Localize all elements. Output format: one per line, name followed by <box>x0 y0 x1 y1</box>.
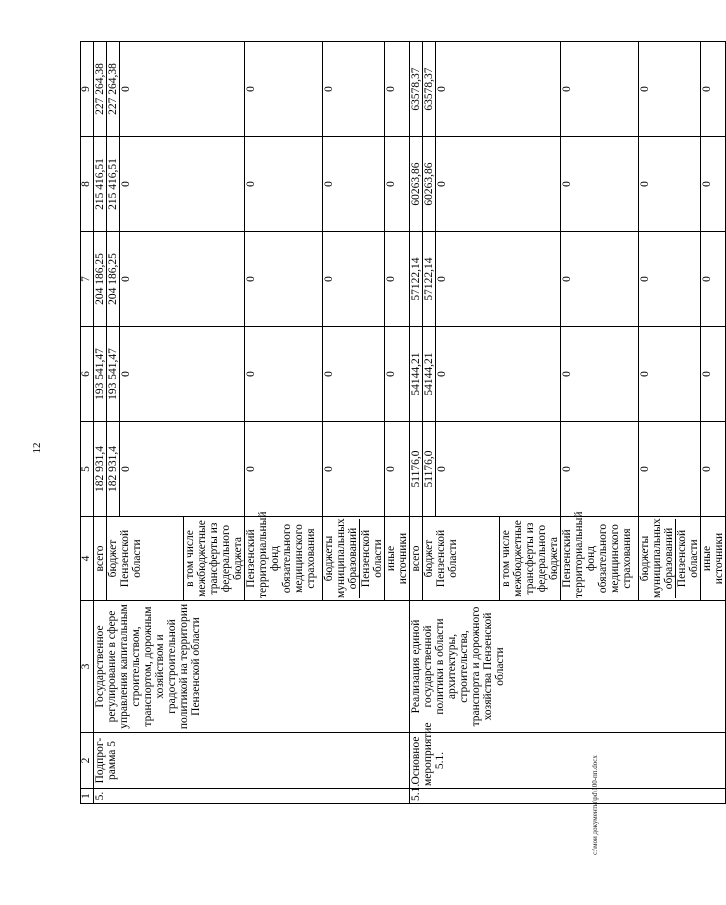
value-cell: 63578,37 <box>423 42 436 137</box>
source-label: Пензенский территориальный фонд обязательного медицинского страхования <box>561 517 639 601</box>
value-cell: 0 <box>701 327 726 422</box>
value-cell: 51176,0 <box>423 422 436 517</box>
value-cell: 0 <box>561 42 639 137</box>
value-cell: 0 <box>561 422 639 517</box>
header-cell: 9 <box>81 42 94 137</box>
source-label <box>639 517 701 601</box>
value-cell: 0 <box>120 137 245 232</box>
value-cell: 0 <box>323 232 385 327</box>
value-cell: 0 <box>436 42 561 137</box>
value-cell: 0 <box>639 327 701 422</box>
table-row <box>94 42 107 804</box>
value-cell: 0 <box>639 232 701 327</box>
source-label-line: бюджеты муниципальных образований <box>639 518 675 598</box>
source-label <box>423 517 500 601</box>
value-cell: 57122,14 <box>410 232 423 327</box>
source-label-line: бюджет <box>107 539 119 578</box>
program-title: Реализация единой государственной политики в области архитектуры, строительства, транспорта и дорожного хозяйства Пензенской области <box>410 601 726 733</box>
source-label-line: бюджет <box>423 539 435 578</box>
value-cell: 0 <box>245 42 323 137</box>
header-cell: 5 <box>81 422 94 517</box>
value-cell: 0 <box>120 422 245 517</box>
source-label: всего <box>410 517 423 601</box>
page-number: 12 <box>31 442 43 454</box>
value-cell: 54144,21 <box>410 327 423 422</box>
value-cell: 0 <box>120 42 245 137</box>
row-number: 5. <box>94 789 410 804</box>
value-cell: 193 541,47 <box>94 327 107 422</box>
value-cell: 215 416,51 <box>107 137 120 232</box>
source-label: иные источники <box>701 517 726 601</box>
value-cell: 182 931,4 <box>94 422 107 517</box>
value-cell: 0 <box>639 42 701 137</box>
value-cell: 0 <box>639 422 701 517</box>
header-cell: 3 <box>81 601 94 733</box>
value-cell: 0 <box>120 232 245 327</box>
program-code: Основное мероприятие 5.1. <box>410 733 726 789</box>
value-cell: 0 <box>385 422 410 517</box>
header-cell: 2 <box>81 733 94 789</box>
source-label: иные источники <box>385 517 410 601</box>
table-row <box>410 42 423 804</box>
value-cell: 0 <box>701 137 726 232</box>
value-cell: 0 <box>436 232 561 327</box>
value-cell: 0 <box>323 137 385 232</box>
header-row <box>81 42 94 804</box>
value-cell: 0 <box>701 42 726 137</box>
source-label-line: Пензенской области <box>359 519 384 598</box>
value-cell: 0 <box>436 422 561 517</box>
value-cell: 0 <box>436 327 561 422</box>
header-cell: 8 <box>81 137 94 232</box>
source-label: в том числе межбюджетные трансферты из федерального бюджета <box>500 517 561 601</box>
source-label: Пензенский территориальный фонд обязательного медицинского страхования <box>245 517 323 601</box>
rotated-table-container <box>80 42 725 804</box>
source-label-line: бюджеты муниципальных образований <box>323 518 359 598</box>
header-cell: 7 <box>81 232 94 327</box>
value-cell: 60263,86 <box>423 137 436 232</box>
row-number: 5.1. <box>410 789 726 804</box>
value-cell: 0 <box>639 137 701 232</box>
footer-file-path: c:\мои документы\pd\100-пп.docx <box>591 755 599 855</box>
source-label-line: Пензенской области <box>435 529 459 588</box>
value-cell: 0 <box>120 327 245 422</box>
value-cell: 0 <box>561 327 639 422</box>
header-cell: 1 <box>81 789 94 804</box>
value-cell: 0 <box>245 422 323 517</box>
source-label <box>323 517 385 601</box>
value-cell: 227 264,38 <box>94 42 107 137</box>
value-cell: 0 <box>385 42 410 137</box>
header-cell: 6 <box>81 327 94 422</box>
program-title: Государственное регулирование в сфере управления капитальным строительством, транспортом, дорожным хозяйством и градостроительной политикой на территории Пензенской области <box>94 601 410 733</box>
value-cell: 0 <box>323 327 385 422</box>
value-cell: 60263,86 <box>410 137 423 232</box>
source-label-line: Пензенской области <box>119 529 143 588</box>
source-label <box>107 517 184 601</box>
value-cell: 63578,37 <box>410 42 423 137</box>
value-cell: 215 416,51 <box>94 137 107 232</box>
value-cell: 0 <box>701 232 726 327</box>
value-cell: 0 <box>323 422 385 517</box>
value-cell: 57122,14 <box>423 232 436 327</box>
program-code: Подпрог- рамма 5 <box>94 733 410 789</box>
source-label: всего <box>94 517 107 601</box>
value-cell: 0 <box>561 137 639 232</box>
value-cell: 0 <box>385 232 410 327</box>
value-cell: 0 <box>385 137 410 232</box>
value-cell: 0 <box>245 232 323 327</box>
value-cell: 227 264,38 <box>107 42 120 137</box>
value-cell: 193 541,47 <box>107 327 120 422</box>
source-label: в том числе межбюджетные трансферты из федерального бюджета <box>184 517 245 601</box>
source-label-line: Пензенской области <box>675 519 700 598</box>
value-cell: 0 <box>245 137 323 232</box>
value-cell: 204 186,25 <box>94 232 107 327</box>
header-cell: 4 <box>81 517 94 601</box>
value-cell: 0 <box>245 327 323 422</box>
value-cell: 0 <box>701 422 726 517</box>
budget-table <box>80 41 726 804</box>
value-cell: 0 <box>561 232 639 327</box>
value-cell: 0 <box>323 42 385 137</box>
value-cell: 54144,21 <box>423 327 436 422</box>
value-cell: 204 186,25 <box>107 232 120 327</box>
value-cell: 182 931,4 <box>107 422 120 517</box>
value-cell: 0 <box>385 327 410 422</box>
value-cell: 0 <box>436 137 561 232</box>
value-cell: 51176,0 <box>410 422 423 517</box>
